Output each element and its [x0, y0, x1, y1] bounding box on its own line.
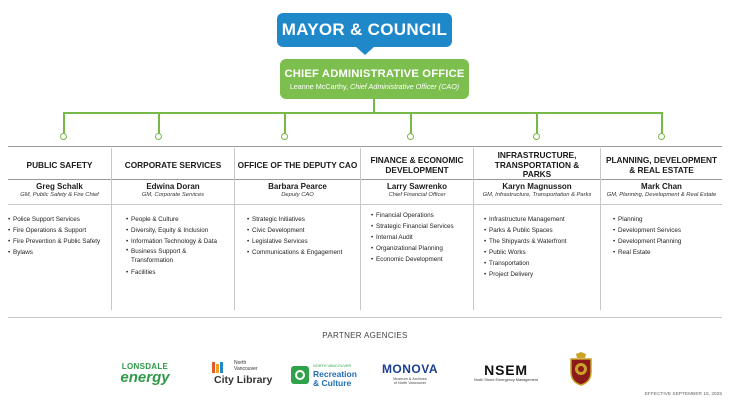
- department-head-name: Barbara Pearce: [268, 182, 327, 191]
- service-item: • Strategic Initiatives: [247, 214, 358, 225]
- service-item: • Information Technology & Data: [126, 236, 232, 247]
- nsem-logo: [466, 362, 546, 386]
- department-title: OFFICE OF THE DEPUTY CAO: [237, 159, 358, 170]
- department-title: PLANNING, DEVELOPMENT & REAL ESTATE: [605, 154, 718, 175]
- partner-agencies-title: PARTNER AGENCIES: [322, 331, 408, 340]
- service-item: • Development Planning: [613, 236, 720, 247]
- service-item: • Organizational Planning: [371, 243, 471, 254]
- monova-sub2: of North Vancouver: [393, 381, 427, 385]
- branch-dot-2: [155, 133, 162, 140]
- department-head-role: GM, Planning, Development & Real Estate: [606, 192, 717, 198]
- department-services: [613, 214, 720, 258]
- department-corporate-services: [112, 148, 235, 310]
- cao-role: Chief Administrative Officer (CAO): [350, 81, 460, 91]
- department-services: [126, 214, 232, 278]
- service-item: • Parks & Public Spaces: [484, 225, 598, 236]
- department-title: CORPORATE SERVICES: [124, 159, 222, 170]
- cao-title: CHIEF ADMINISTRATIVE OFFICE: [284, 67, 465, 80]
- nsem-big: NSEM: [484, 362, 528, 378]
- department-head-name: Larry Sawrenko: [386, 182, 448, 191]
- branch-dot-3: [281, 133, 288, 140]
- service-item: • Business Support & Transformation: [126, 247, 203, 267]
- recreation-line2: & Culture: [313, 378, 352, 388]
- service-item: • Strategic Financial Services: [371, 221, 471, 232]
- department-public-safety: [8, 148, 112, 310]
- cao-connector: [373, 99, 375, 112]
- department-services: [484, 214, 598, 280]
- department-head-role: Deputy CAO: [281, 192, 314, 198]
- department-head-role: Chief Financial Officer: [388, 192, 446, 198]
- department-head-name: Karyn Magnusson: [502, 182, 572, 191]
- service-item: • Fire Operations & Support: [8, 225, 109, 236]
- mayor-arrow: [355, 46, 375, 55]
- monova-sub1: Museum & Archives: [393, 377, 427, 381]
- rcmp-crest-logo: [568, 352, 594, 386]
- service-item: • Project Delivery: [484, 269, 598, 280]
- cao-name: Leanne McCarthy,: [289, 81, 349, 91]
- department-finance: [361, 148, 474, 310]
- department-title: PUBLIC SAFETY: [26, 159, 93, 170]
- mayor-council-label: MAYOR & COUNCIL: [281, 20, 448, 39]
- recreation-small: NORTH VANCOUVER: [313, 364, 352, 368]
- monova-big: MONOVA: [381, 362, 439, 376]
- lonsdale-line2: energy: [120, 369, 170, 386]
- department-deputy-cao: [235, 148, 361, 310]
- service-item: • Diversity, Equity & Inclusion: [126, 225, 232, 236]
- lonsdale-energy-logo: [112, 362, 178, 388]
- service-item: • Development Services: [613, 225, 720, 236]
- department-head-name: Greg Schalk: [36, 182, 83, 191]
- department-title: FINANCE & ECONOMIC DEVELOPMENT: [370, 154, 464, 175]
- service-item: • Facilities: [126, 267, 232, 278]
- service-item: • Economic Development: [371, 254, 471, 265]
- service-item: • People & Culture: [126, 214, 232, 225]
- recreation-culture-logo: [291, 364, 355, 388]
- recreation-icon: [291, 366, 309, 384]
- branch-line: [63, 112, 661, 114]
- library-small2: Vancouver: [234, 366, 258, 372]
- service-item: • Planning: [613, 214, 720, 225]
- branch-dot-5: [533, 133, 540, 140]
- cao-subtitle: [290, 82, 459, 91]
- branch-dot-1: [60, 133, 67, 140]
- branch-dot-6: [658, 133, 665, 140]
- service-item: • Legislative Services: [247, 236, 358, 247]
- city-library-logo: [212, 360, 272, 388]
- branch-dot-4: [407, 133, 414, 140]
- cao-box: [280, 59, 469, 99]
- service-item: • Financial Operations: [371, 210, 471, 221]
- department-planning: [601, 148, 722, 310]
- service-item: • Public Works: [484, 247, 598, 258]
- columns-bottom-rule: [8, 317, 722, 318]
- mayor-council-box: [277, 13, 452, 47]
- effective-date: EFFECTIVE SEPTEMBER 15, 2025: [644, 392, 722, 397]
- library-big: City Library: [214, 374, 273, 386]
- department-head-name: Mark Chan: [641, 182, 682, 191]
- rcmp-crest-icon: [568, 352, 594, 386]
- department-head-role: GM, Infrastructure, Transportation & Parks: [482, 192, 592, 198]
- department-infrastructure: [474, 148, 601, 310]
- service-item: • Infrastructure Management: [484, 214, 598, 225]
- service-item: • The Shipyards & Waterfront: [484, 236, 598, 247]
- monova-logo: [378, 362, 442, 388]
- lonsdale-line1: LONSDALE: [121, 362, 169, 371]
- department-title: INFRASTRUCTURE, TRANSPORTATION & PARKS: [494, 150, 580, 180]
- recreation-line1: Recreation: [313, 369, 357, 379]
- department-head-role: GM, Public Safety & Fire Chief: [20, 192, 99, 198]
- department-services: [247, 214, 358, 258]
- service-item: • Communications & Engagement: [247, 247, 358, 258]
- library-small1: North: [234, 360, 247, 366]
- nsem-sub: North Shore Emergency Management: [474, 378, 538, 382]
- service-item: • Civic Development: [247, 225, 358, 236]
- department-services: [371, 210, 471, 265]
- header-top-rule: [8, 146, 722, 147]
- department-head-role: GM, Corporate Services: [141, 192, 205, 198]
- service-item: • Transportation: [484, 258, 598, 269]
- library-icon: [212, 362, 224, 373]
- service-item: • Real Estate: [613, 247, 720, 258]
- service-item: • Bylaws: [8, 247, 109, 258]
- service-item: • Police Support Services: [8, 214, 109, 225]
- service-item: • Fire Prevention & Public Safety: [8, 236, 109, 247]
- service-item: • Internal Audit: [371, 232, 471, 243]
- department-head-name: Edwina Doran: [146, 182, 200, 191]
- department-services: [8, 214, 109, 258]
